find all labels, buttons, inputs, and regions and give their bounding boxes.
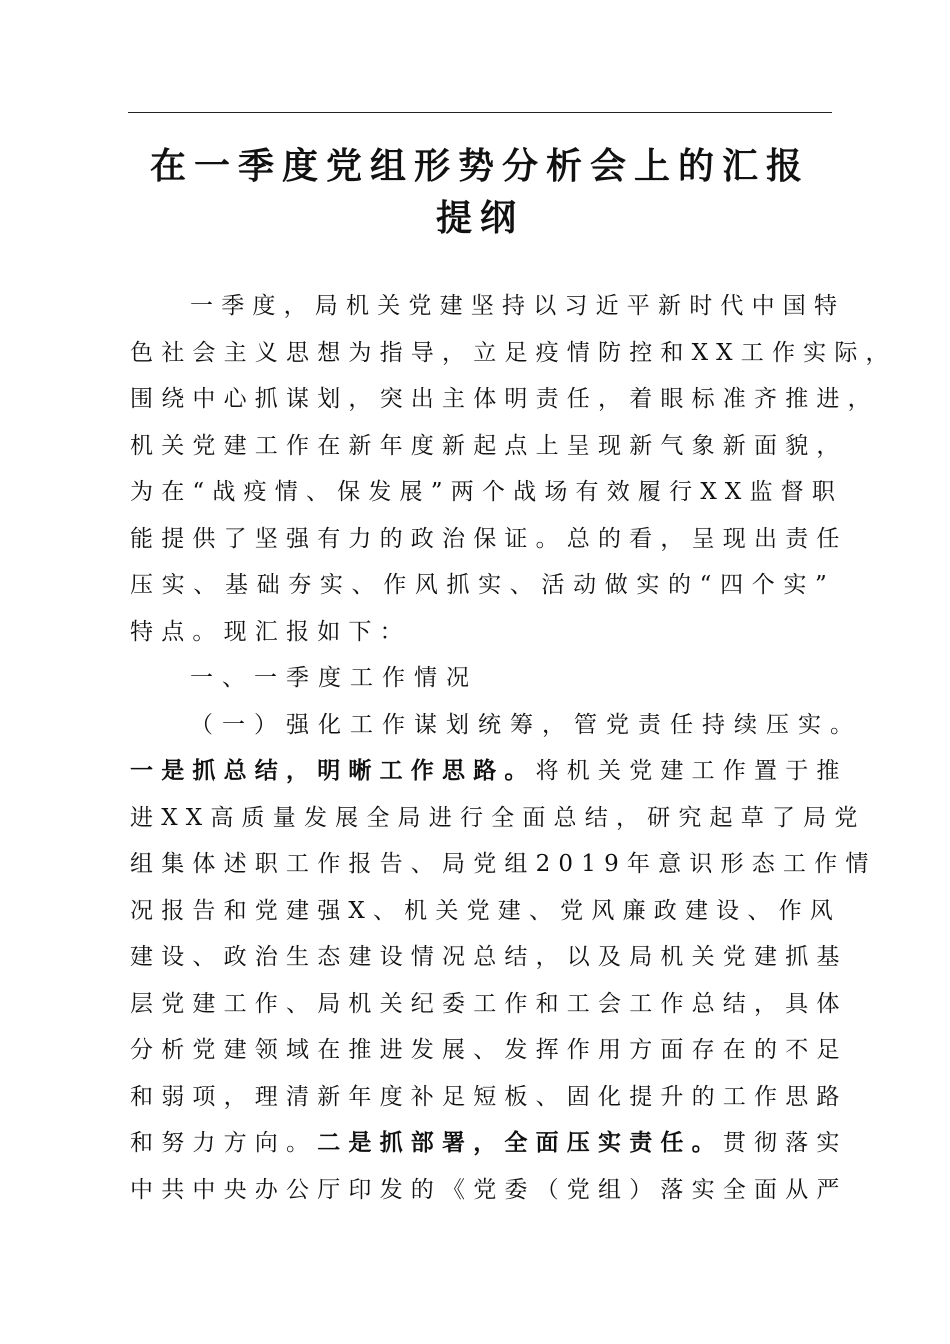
- header-rule: [128, 112, 832, 113]
- para1-second-lead-bold: 二是抓部署，全面压实责任。: [317, 1129, 723, 1156]
- intro-line-1: 一季度，局机关党建坚持以习近平新时代中国特: [190, 293, 846, 319]
- title-line-2: 提纲: [435, 197, 524, 239]
- para1-line-9: [130, 1120, 848, 1167]
- para1-line-7: 分析党建领域在推进发展、发挥作用方面存在的不足: [130, 1037, 848, 1063]
- intro-line-7: 压实、基础夯实、作风抓实、活动做实的“四个实”: [130, 572, 835, 598]
- para1-last-start: 和努力方向。: [130, 1130, 318, 1156]
- para1-line-10: 中共中央办公厅印发的《党委（党组）落实全面从严: [130, 1176, 848, 1203]
- section-heading: 一、一季度工作情况: [190, 665, 478, 691]
- para1-line-4: 况报告和党建强X、机关党建、党风廉政建设、作风: [130, 897, 841, 924]
- para1-line-6: 层党建工作、局机关纪委工作和工会工作总结，具体: [130, 990, 848, 1017]
- intro-line-3: 围绕中心抓谋划，突出主体明责任，着眼标准齐推进，: [130, 386, 879, 412]
- para1-line-5: 建设、政治生态建设情况总结，以及局机关党建抓基: [130, 944, 848, 970]
- para1-lead-rest: 将机关党建工作置于推: [535, 758, 848, 784]
- para1-last-end: 贯彻落实: [722, 1130, 848, 1156]
- para1-line-3: 组集体述职工作报告、局党组2019年意识形态工作情: [130, 851, 877, 877]
- intro-line-5: 为在“战疫情、保发展”两个战场有效履行XX监督职: [130, 479, 844, 505]
- subsection-heading: （一）强化工作谋划统筹，管党责任持续压实。: [190, 711, 862, 738]
- title-line-1: 在一季度党组形势分析会上的汇报: [149, 145, 810, 187]
- intro-line-8: 特点。现汇报如下：: [130, 618, 411, 645]
- para1-line-2: 进XX高质量发展全局进行全面总结，研究起草了局党: [130, 804, 866, 831]
- para1-line-8: 和弱项，理清新年度补足短板、固化提升的工作思路: [130, 1083, 848, 1110]
- para1-lead-bold: 一是抓总结，明晰工作思路。: [130, 757, 536, 784]
- intro-line-4: 机关党建工作在新年度新起点上呈现新气象新面貌，: [130, 432, 848, 459]
- intro-line-6: 能提供了坚强有力的政治保证。总的看，呈现出责任: [130, 525, 848, 552]
- document-body: [130, 283, 897, 1213]
- document-title: [128, 140, 832, 244]
- intro-line-2: 色社会主义思想为指导，立足疫情防控和XX工作实际，: [130, 339, 897, 366]
- para1-line-1: [130, 748, 848, 795]
